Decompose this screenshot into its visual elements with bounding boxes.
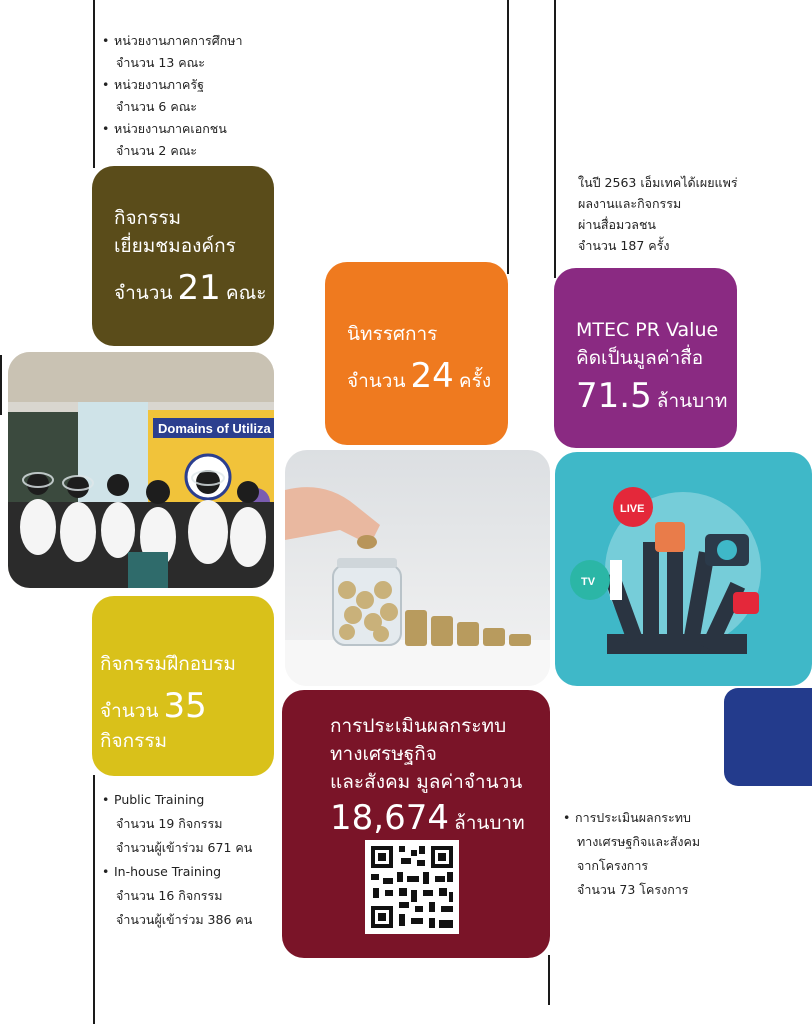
media-illustration [555, 452, 812, 686]
training-count: จำนวน 16 กิจกรรม [116, 888, 223, 903]
training-count: จำนวน 19 กิจกรรม [116, 816, 223, 831]
exhibition-number: 24 [410, 356, 454, 396]
org-label: หน่วยงานภาครัฐ [114, 77, 205, 92]
exhibition-title: นิทรรศการ [347, 323, 438, 345]
exhibition-unit: ครั้ง [458, 370, 492, 392]
pr-title-line2: คิดเป็นมูลค่าสื่อ [576, 347, 704, 369]
training-title: กิจกรรมฝึกอบรม [100, 653, 236, 675]
list-item [102, 118, 242, 162]
divider-line [0, 355, 2, 415]
impact-title-line2: ทางเศรษฐกิจ [330, 743, 437, 765]
training-card [92, 596, 274, 776]
training-people: จำนวนผู้เข้าร่วม 671 คน [116, 840, 253, 855]
org-label: หน่วยงานภาคเอกชน [114, 121, 227, 136]
impact-title-line3: และสังคม มูลค่าจำนวน [330, 771, 523, 793]
training-type: In-house Training [114, 864, 222, 879]
divider-line [507, 0, 509, 274]
impact-unit: ล้านบาท [454, 812, 525, 834]
divider-line [554, 0, 556, 278]
org-visit-list [102, 30, 242, 162]
media-note-line: จำนวน 187 ครั้ง [578, 238, 670, 253]
pr-number: 71.5 [576, 376, 652, 416]
divider-line [93, 0, 95, 168]
visit-title-line1: กิจกรรม [114, 207, 182, 229]
list-item [102, 860, 252, 932]
training-type: Public Training [114, 792, 205, 807]
pr-value-card [554, 268, 737, 448]
training-people: จำนวนผู้เข้าร่วม 386 คน [116, 912, 253, 927]
training-list [102, 788, 252, 932]
visit-prefix: จำนวน [114, 282, 173, 304]
org-count: จำนวน 6 คณะ [116, 99, 198, 114]
list-item [102, 74, 242, 118]
training-unit: กิจกรรม [100, 730, 168, 752]
impact-number: 18,674 [330, 798, 449, 838]
training-prefix: จำนวน [100, 700, 159, 722]
list-item [102, 30, 242, 74]
coins-photo [285, 450, 550, 686]
media-note-line: ผลงานและกิจกรรม [578, 196, 682, 211]
visit-unit: คณะ [225, 282, 267, 304]
org-label: หน่วยงานภาคการศึกษา [114, 33, 243, 48]
divider-line [93, 775, 95, 1024]
org-count: จำนวน 13 คณะ [116, 55, 205, 70]
impact-note-line: จากโครงการ [577, 858, 649, 873]
impact-note [563, 806, 700, 902]
pr-title-line1: MTEC PR Value [576, 319, 719, 341]
pr-unit: ล้านบาท [656, 390, 728, 412]
list-item [102, 788, 252, 860]
decorative-block [724, 688, 812, 786]
divider-line [548, 955, 550, 1005]
tv-label: TV [581, 576, 596, 588]
impact-note-line: จำนวน 73 โครงการ [577, 882, 689, 897]
booth-sign-text: Domains of Utiliza [158, 421, 271, 436]
list-item [563, 806, 700, 902]
training-number: 35 [163, 686, 207, 726]
impact-title-line1: การประเมินผลกระทบ [330, 715, 507, 737]
visit-photo [8, 352, 274, 588]
visit-number: 21 [177, 268, 221, 308]
visit-card [92, 166, 274, 346]
visit-title-line2: เยี่ยมชมองค์กร [114, 235, 236, 257]
live-label: LIVE [620, 503, 645, 515]
media-note-line: ในปี 2563 เอ็มเทคได้เผยแพร่ [578, 175, 738, 190]
impact-card [282, 690, 550, 958]
impact-note-line: การประเมินผลกระทบ [575, 810, 691, 825]
exhibition-card [325, 262, 508, 445]
impact-note-line: ทางเศรษฐกิจและสังคม [577, 834, 701, 849]
org-count: จำนวน 2 คณะ [116, 143, 198, 158]
media-note [578, 172, 738, 256]
qr-code[interactable] [365, 840, 459, 934]
exhibition-prefix: จำนวน [347, 370, 406, 392]
media-note-line: ผ่านสื่อมวลชน [578, 217, 656, 232]
